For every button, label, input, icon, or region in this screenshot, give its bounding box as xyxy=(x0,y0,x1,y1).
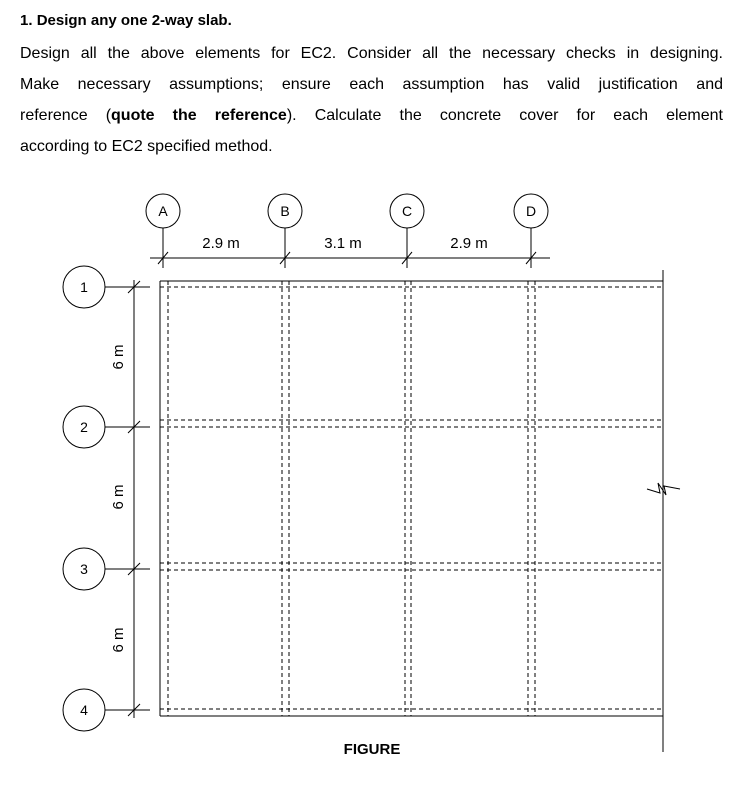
grid-label-C: C xyxy=(401,203,413,219)
grid-label-2: 2 xyxy=(80,419,88,435)
span-label-23: 6 m xyxy=(110,484,127,510)
grid-bubble-1 xyxy=(63,266,150,308)
question-line-2: Make necessary assumptions; ensure each assumption has valid justification and xyxy=(20,76,723,93)
grid-label-4: 4 xyxy=(80,702,88,718)
figure-caption: FIGURE xyxy=(343,741,401,758)
grid-bubble-2 xyxy=(63,406,150,448)
line3-start: reference ( xyxy=(20,107,112,124)
question-number: 1. xyxy=(20,12,33,29)
grid-label-3: 3 xyxy=(80,561,88,577)
span-label-CD: 2.9 m xyxy=(450,235,488,252)
span-label-BC: 3.1 m xyxy=(324,235,362,252)
dashed-beams xyxy=(160,281,663,716)
line3-end: ). Calculate the concrete cover for each element xyxy=(286,107,724,124)
vertical-dimension-line xyxy=(128,280,140,718)
grid-label-A: A xyxy=(158,203,168,219)
question-line-1: Design all the above elements for EC2. Consider all the necessary checks in designing. xyxy=(20,45,723,62)
grid-label-B: B xyxy=(280,203,290,219)
quote-reference-bold: quote the reference xyxy=(111,107,287,124)
slab-outline xyxy=(160,270,663,752)
grid-bubble-4 xyxy=(63,689,150,731)
grid-label-1: 1 xyxy=(80,279,88,295)
horizontal-dimension-line xyxy=(150,252,550,264)
span-label-12: 6 m xyxy=(110,344,127,370)
grid-label-D: D xyxy=(525,203,537,219)
grid-bubble-3 xyxy=(63,548,150,590)
span-label-AB: 2.9 m xyxy=(202,235,240,252)
span-label-34: 6 m xyxy=(110,627,127,653)
question-title: Design any one 2-way slab. xyxy=(36,12,232,29)
question-line-4: according to EC2 specified method. xyxy=(20,138,273,155)
